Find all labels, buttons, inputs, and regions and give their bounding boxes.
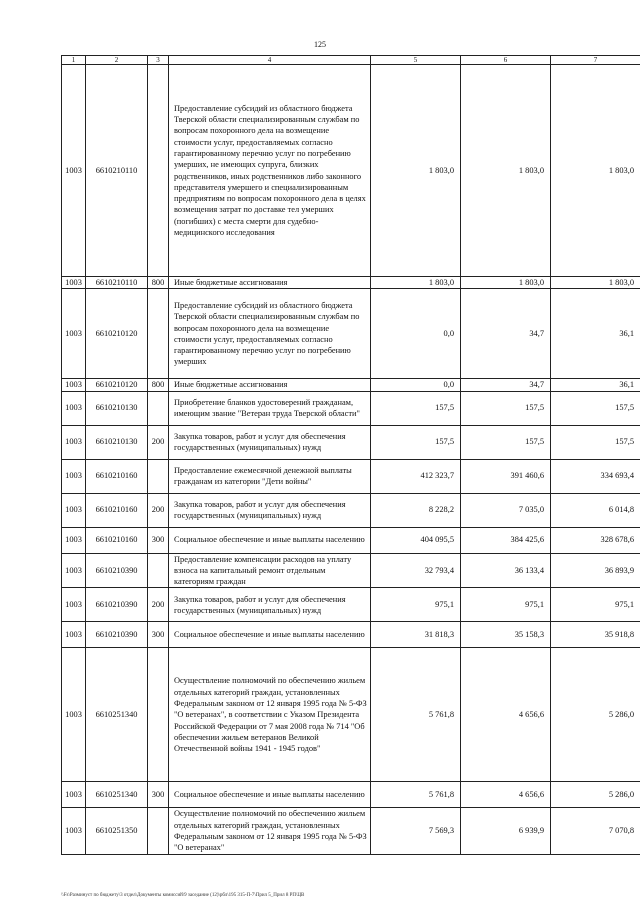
code-cell: 1003: [62, 459, 86, 493]
value-cell: 34,7: [461, 289, 551, 379]
csr-cell: 6610251340: [86, 648, 148, 782]
value-cell: 36,1: [551, 289, 640, 379]
table-row: [62, 379, 640, 391]
table-row: [62, 493, 640, 527]
vr-cell: 200: [148, 493, 169, 527]
csr-cell: 6610210390: [86, 622, 148, 648]
table-row: [62, 588, 640, 622]
value-cell: 157,5: [461, 425, 551, 459]
value-cell: 8 228,2: [371, 493, 461, 527]
column-number: 2: [86, 56, 148, 65]
value-cell: 31 818,3: [371, 622, 461, 648]
column-number-row: [62, 56, 640, 65]
vr-cell: 200: [148, 588, 169, 622]
value-cell: 7 569,3: [371, 808, 461, 854]
csr-cell: 6610251340: [86, 782, 148, 808]
vr-cell: 300: [148, 622, 169, 648]
table-row: [62, 527, 640, 553]
value-cell: 157,5: [371, 425, 461, 459]
vr-cell: [148, 65, 169, 277]
name-cell: Социальное обеспечение и иные выплаты населению: [169, 622, 371, 648]
code-cell: 1003: [62, 493, 86, 527]
value-cell: 975,1: [461, 588, 551, 622]
vr-cell: [148, 289, 169, 379]
value-cell: 6 014,8: [551, 493, 640, 527]
value-cell: 391 460,6: [461, 459, 551, 493]
name-cell: Закупка товаров, работ и услуг для обеспечения государственных (муниципальных) нужд: [169, 493, 371, 527]
code-cell: 1003: [62, 277, 86, 289]
budget-table: [61, 55, 640, 855]
code-cell: 1003: [62, 289, 86, 379]
code-cell: 1003: [62, 622, 86, 648]
code-cell: 1003: [62, 379, 86, 391]
value-cell: 6 939,9: [461, 808, 551, 854]
vr-cell: 300: [148, 527, 169, 553]
csr-cell: 6610210390: [86, 588, 148, 622]
code-cell: 1003: [62, 588, 86, 622]
value-cell: 4 656,6: [461, 782, 551, 808]
table-row: [62, 648, 640, 782]
column-number: 7: [551, 56, 640, 65]
value-cell: 975,1: [551, 588, 640, 622]
table-row: [62, 65, 640, 277]
name-cell: Закупка товаров, работ и услуг для обеспечения государственных (муниципальных) нужд: [169, 588, 371, 622]
table-row: [62, 553, 640, 588]
name-cell: Предоставление субсидий из областного бюджета Тверской области специализированным службам по вопросам похоронного дела на возмещение стоимости услуг, предоставляемых согласно гарантированному перечню услуг по погребению умерших: [169, 289, 371, 379]
value-cell: 5 286,0: [551, 648, 640, 782]
value-cell: 404 095,5: [371, 527, 461, 553]
code-cell: 1003: [62, 425, 86, 459]
column-number: 5: [371, 56, 461, 65]
value-cell: 1 803,0: [461, 277, 551, 289]
table-row: [62, 425, 640, 459]
csr-cell: 6610210160: [86, 459, 148, 493]
name-cell: Осуществление полномочий по обеспечению жильем отдельных категорий граждан, установленных Федеральным законом от 12 января 1995 года № 5-ФЗ "О ветеранах": [169, 808, 371, 854]
table-row: [62, 289, 640, 379]
code-cell: 1003: [62, 553, 86, 588]
value-cell: 36 893,9: [551, 553, 640, 588]
vr-cell: 300: [148, 782, 169, 808]
column-number: 1: [62, 56, 86, 65]
value-cell: 0,0: [371, 379, 461, 391]
value-cell: 1 803,0: [551, 277, 640, 289]
value-cell: 975,1: [371, 588, 461, 622]
csr-cell: 6610210110: [86, 277, 148, 289]
csr-cell: 6610210120: [86, 379, 148, 391]
code-cell: 1003: [62, 65, 86, 277]
value-cell: 328 678,6: [551, 527, 640, 553]
table-row: [62, 277, 640, 289]
csr-cell: 6610210110: [86, 65, 148, 277]
vr-cell: [148, 459, 169, 493]
value-cell: 4 656,6: [461, 648, 551, 782]
table-row: [62, 459, 640, 493]
value-cell: 412 323,7: [371, 459, 461, 493]
code-cell: 1003: [62, 782, 86, 808]
page-number: 125: [314, 40, 326, 49]
csr-cell: 6610251350: [86, 808, 148, 854]
file-path-footer: \\Fs\Разминуст по бюджету\3 отдел\Документы комиссий\9 заседание (12)\рбл\195 315-П-7\Прил 5_Прил 8 РП\ЦВ: [61, 893, 305, 898]
value-cell: 1 803,0: [461, 65, 551, 277]
vr-cell: 800: [148, 277, 169, 289]
csr-cell: 6610210130: [86, 425, 148, 459]
value-cell: 1 803,0: [371, 277, 461, 289]
value-cell: 35 918,8: [551, 622, 640, 648]
value-cell: 32 793,4: [371, 553, 461, 588]
vr-cell: [148, 553, 169, 588]
csr-cell: 6610210390: [86, 553, 148, 588]
table-row: [62, 391, 640, 425]
value-cell: 1 803,0: [551, 65, 640, 277]
value-cell: 7 070,8: [551, 808, 640, 854]
column-number: 4: [169, 56, 371, 65]
name-cell: Иные бюджетные ассигнования: [169, 277, 371, 289]
value-cell: 34,7: [461, 379, 551, 391]
value-cell: 7 035,0: [461, 493, 551, 527]
code-cell: 1003: [62, 391, 86, 425]
vr-cell: [148, 648, 169, 782]
value-cell: 5 761,8: [371, 782, 461, 808]
value-cell: 1 803,0: [371, 65, 461, 277]
value-cell: 157,5: [461, 391, 551, 425]
name-cell: Иные бюджетные ассигнования: [169, 379, 371, 391]
column-number: 3: [148, 56, 169, 65]
value-cell: 157,5: [551, 425, 640, 459]
vr-cell: [148, 808, 169, 854]
csr-cell: 6610210160: [86, 527, 148, 553]
name-cell: Социальное обеспечение и иные выплаты населению: [169, 782, 371, 808]
code-cell: 1003: [62, 808, 86, 854]
vr-cell: 200: [148, 425, 169, 459]
name-cell: Закупка товаров, работ и услуг для обеспечения государственных (муниципальных) нужд: [169, 425, 371, 459]
csr-cell: 6610210130: [86, 391, 148, 425]
value-cell: 35 158,3: [461, 622, 551, 648]
vr-cell: [148, 391, 169, 425]
value-cell: 157,5: [371, 391, 461, 425]
csr-cell: 6610210120: [86, 289, 148, 379]
name-cell: Осуществление полномочий по обеспечению жильем отдельных категорий граждан, установленных Федеральным законом от 12 января 1995 года № 5-ФЗ "О ветеранах", в соответствии с Указом Президента Российской Федерации от 7 мая 2008 года № 714 "Об обеспечении жильем ветеранов Великой Отечественной войны 1941 - 1945 годов": [169, 648, 371, 782]
value-cell: 36,1: [551, 379, 640, 391]
code-cell: 1003: [62, 527, 86, 553]
name-cell: Приобретение бланков удостоверений гражданам, имеющим звание "Ветеран труда Тверской области": [169, 391, 371, 425]
csr-cell: 6610210160: [86, 493, 148, 527]
value-cell: 0,0: [371, 289, 461, 379]
value-cell: 5 286,0: [551, 782, 640, 808]
vr-cell: 800: [148, 379, 169, 391]
table-row: [62, 622, 640, 648]
value-cell: 157,5: [551, 391, 640, 425]
name-cell: Предоставление компенсации расходов на уплату взноса на капитальный ремонт отдельным категориям граждан: [169, 553, 371, 588]
name-cell: Социальное обеспечение и иные выплаты населению: [169, 527, 371, 553]
value-cell: 5 761,8: [371, 648, 461, 782]
table-row: [62, 808, 640, 854]
name-cell: Предоставление субсидий из областного бюджета Тверской области специализированным службам по вопросам похоронного дела на возмещение стоимости услуг, предоставляемых согласно гарантированному перечню услуг по погребению умерших, не имеющих супруга, близких родственников, иных родственников либо законного представителя умершего и специализированным предприятиям по вопросам похоронного дела в целях возмещения затрат по доставке тел умерших (погибших) с места смерти для судебно-медицинского исследования: [169, 65, 371, 277]
column-number: 6: [461, 56, 551, 65]
value-cell: 36 133,4: [461, 553, 551, 588]
name-cell: Предоставление ежемесячной денежной выплаты гражданам из категории "Дети войны": [169, 459, 371, 493]
table-row: [62, 782, 640, 808]
value-cell: 334 693,4: [551, 459, 640, 493]
code-cell: 1003: [62, 648, 86, 782]
value-cell: 384 425,6: [461, 527, 551, 553]
